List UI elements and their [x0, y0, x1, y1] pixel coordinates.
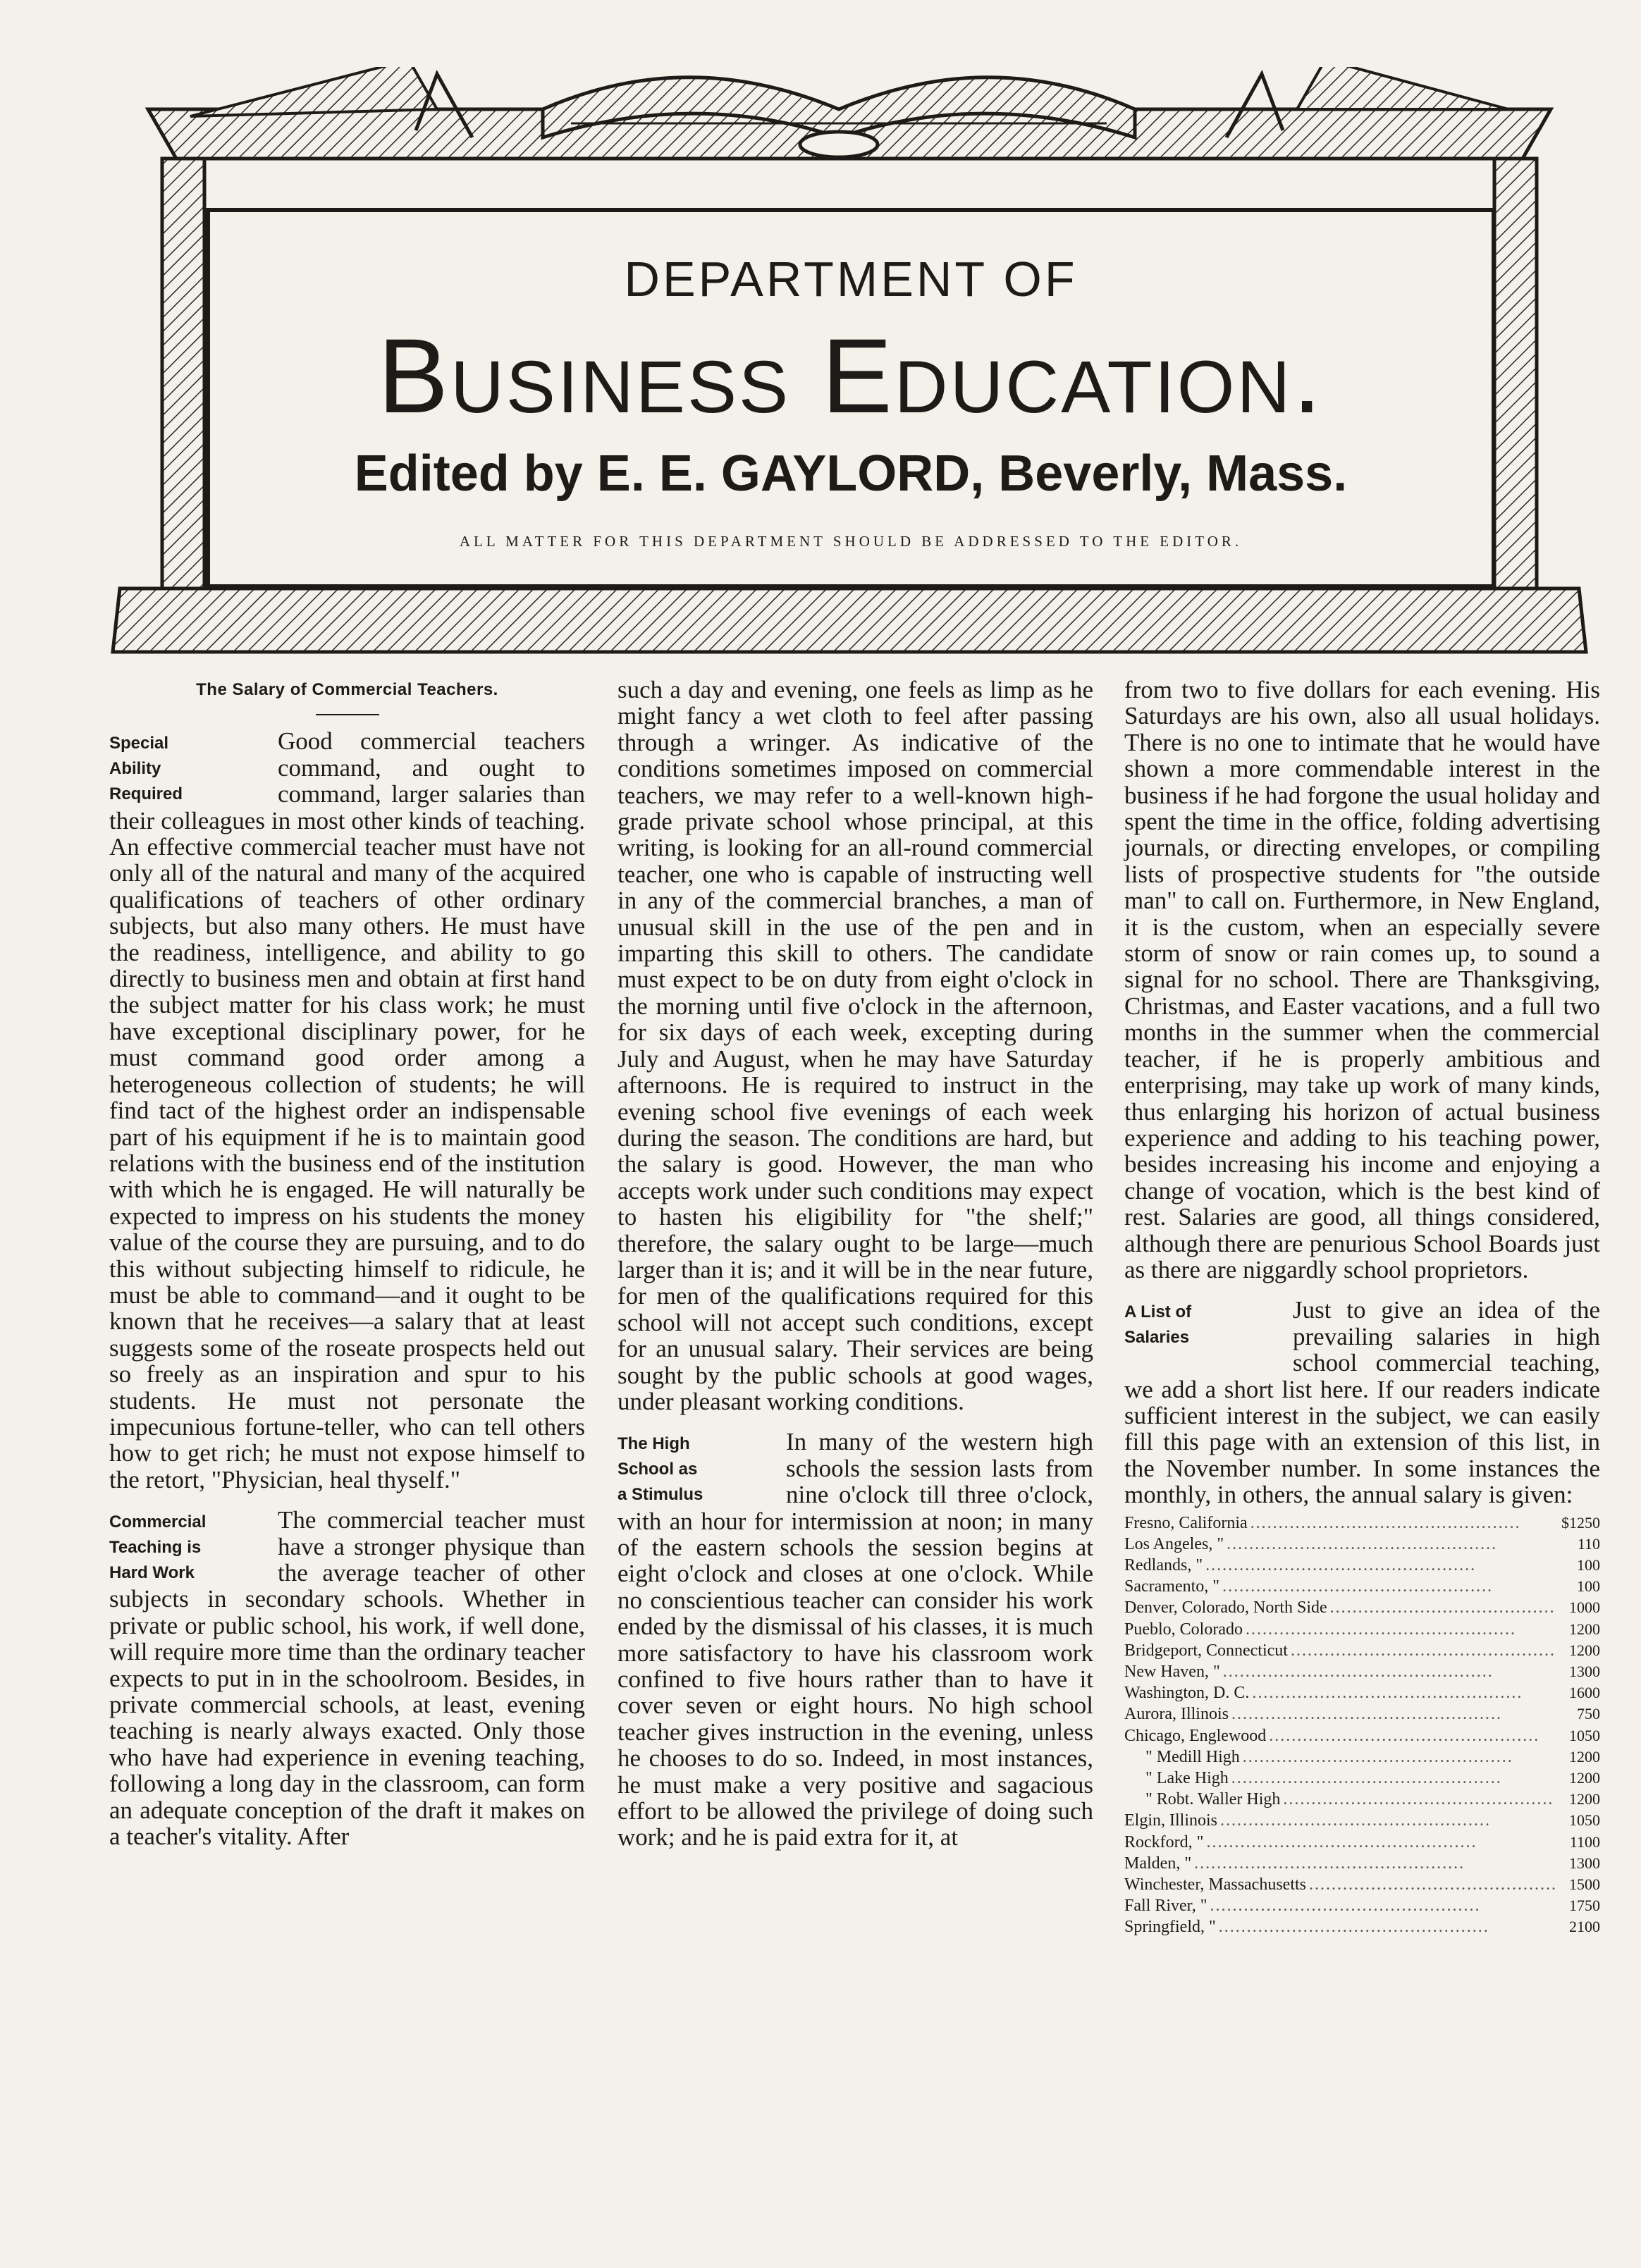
salary-amount: 1200 [1569, 1620, 1600, 1638]
salary-row [1124, 1576, 1600, 1597]
section-1-text: Good commercial teachers command, and ought to command, larger salaries than their colleagues in most other kinds of teaching. An effective commercial teacher must have not only all of the natural and many of the acquired qualifications of teachers of other ordinary subjects, but also many others. He must have the readiness, intelligence, and ability to go directly to business men and obtain at first hand the subject matter for his class work; he must have exceptional disciplinary power, for he must command good order among a heterogeneous collection of students; he will find tact of the highest order an indispensable part of his equipment if he is to maintain good relations with the business end of the institution with which he is engaged. He will naturally be expected to impress on his students the money value of the course they are pursuing, and to do this without subjecting himself to ridicule, he must be able to command—and it ought to be known that he receives—a salary that at least suggests some of the roseate prospects held out so freely as an inspiration and spur to his students. He must not personate the impecunious fortune-teller, who can tell others how to get rich; he must not expose himself to the retort, "Physician, heal thyself." [109, 727, 585, 1493]
leader-dots [1231, 1768, 1555, 1789]
salary-amount: 1200 [1569, 1641, 1600, 1659]
salary-place: Los Angeles, " [1124, 1534, 1224, 1553]
salary-amount: 1050 [1569, 1811, 1600, 1830]
sidehead-high-school: The High School as a Stimulus [617, 1434, 703, 1505]
salary-row [1124, 1703, 1600, 1725]
salary-place: Redlands, " [1124, 1556, 1203, 1574]
leader-dots [1223, 1662, 1555, 1682]
text-column-3 [1124, 677, 1600, 1938]
section-3-text-part2: from two to five dollars for each evening. His Saturdays are his own, also all usual holidays. There is no one to intimate that he would have shown a more commendable interest in the business if he had forgone the usual holiday and spent the time in the office, folding advertising journals, or directing envelopes, or compiling lists of prospective students for "the outside man" to call on. Furthermore, in New England, it is the custom, when an especially severe storm of snow or rain comes up, to sound a signal for no school. There are Thanksgiving, Christmas, and Easter vacations, and a full two months in the summer when the commercial teacher, if he is properly ambitious and enterprising, may take up work of many kinds, thus enlarging his horizon of actual business experience and adding to his teaching power, besides increasing his income and enjoying a change of vocation, which is the best kind of rest. Salaries are good, all things considered, although there are penurious School Boards just as there are niggardly school proprietors. [1124, 676, 1600, 1283]
salary-amount: 1200 [1569, 1790, 1600, 1808]
left-quill-ornament [190, 67, 437, 116]
salary-amount: 1200 [1569, 1747, 1600, 1765]
salary-place: Denver, Colorado, North Side [1124, 1598, 1327, 1617]
salary-place: Rockford, " [1124, 1832, 1204, 1851]
leader-dots [1206, 1832, 1555, 1853]
leader-dots [1210, 1896, 1556, 1916]
salary-row [1124, 1874, 1600, 1895]
salary-amount: 1300 [1569, 1663, 1600, 1681]
salary-row [1124, 1810, 1600, 1831]
leader-dots [1243, 1747, 1555, 1768]
leader-dots [1220, 1811, 1555, 1831]
leader-dots [1205, 1555, 1555, 1576]
leader-dots [1250, 1513, 1555, 1534]
salary-place: Fresno, California [1124, 1513, 1248, 1532]
salary-table [1124, 1512, 1600, 1938]
salary-row [1124, 1682, 1600, 1703]
section-3-continued [1124, 677, 1600, 1283]
salary-place: Malden, " [1124, 1854, 1192, 1873]
salary-amount: 750 [1577, 1705, 1600, 1723]
section-2-continued [617, 677, 1093, 1415]
section-3-text-part1: In many of the western high schools the session lasts from nine o'clock till three o'clock, with an hour for intermission at noon; in many of the eastern schools the session begins at eight o'clock and closes at one o'clock. While no conscientious teacher can consider his work ended by the dismissal of his classes, it is much more satisfactory to have his classroom work confined to five hours rather than to have it cover seven or eight hours. No high school teacher gives instruction in the evening, unless he chooses to do so. Indeed, in most instances, he must make a very positive and sagacious effort to be allowed the privilege of doing such work; and he is paid extra for it, at [617, 1428, 1093, 1851]
article-title: The Salary of Commercial Teachers. [196, 680, 498, 699]
salary-row [1124, 1853, 1600, 1874]
leader-dots [1269, 1726, 1555, 1746]
salary-place: Fall River, " [1124, 1897, 1207, 1916]
leader-dots [1330, 1598, 1555, 1618]
salary-row [1124, 1789, 1600, 1810]
section-2-text-part1: The commercial teacher must have a stronger physique than the average teacher of other subjects in secondary schools. Whether in private or public school, his work, if well done, will require more time than the ordinary teacher expects to put in in the schoolroom. Besides, in private commercial schools, at least, evening teaching is nearly always exacted. Only those who have had experience in evening teaching, following a long day in the classroom, can form an adequate conception of the draft it makes on a teacher's vitality. After [109, 1506, 585, 1851]
divider [316, 714, 379, 715]
leader-dots [1309, 1875, 1555, 1895]
salary-place: " Medill High [1145, 1747, 1240, 1766]
section-1 [109, 728, 585, 1493]
page-title: Business Education. [378, 316, 1324, 435]
salary-place: Bridgeport, Connecticut [1124, 1641, 1288, 1660]
salary-place: Winchester, Massachusetts [1124, 1875, 1306, 1894]
matter-note: ALL MATTER FOR THIS DEPARTMENT SHOULD BE ADDRESSED TO THE EDITOR. [459, 533, 1243, 550]
salary-place: " Robt. Waller High [1145, 1790, 1281, 1809]
salary-amount: 1300 [1569, 1854, 1600, 1872]
leader-dots [1291, 1641, 1555, 1661]
salary-place: Pueblo, Colorado [1124, 1620, 1243, 1639]
salary-row [1124, 1768, 1600, 1789]
salary-amount: 1500 [1569, 1875, 1600, 1894]
salary-amount: 1600 [1569, 1684, 1600, 1702]
section-2-text-part2: such a day and evening, one feels as limp as he might fancy a wet cloth to feel after passing through a wringer. As indicative of the conditions sometimes imposed on commercial teachers, we may refer to a well-known high-grade private school whose principal, at this writing, is looking for an all-round commercial teacher, one who is capable of instructing well in any of the commercial branches, a man of unusual skill in the use of the pen and in imparting this skill to others. The candidate must expect to be on duty from eight o'clock in the morning until five o'clock in the afternoon, for six days of each week, excepting during July and August, when he may have Saturday afternoons. He is required to instruct in the evening school five evenings of each week during the season. The conditions are hard, but the salary is good. However, the man who accepts work under such conditions may expect to hasten his eligibility for "the shelf;" therefore, the salary ought to be large—much larger than it is; and it will be in the near future, for men of the qualifications required for this school will not accept such conditions, except for an unusual salary. Their services are being sought by the public schools at good wages, under pleasant working conditions. [617, 676, 1093, 1415]
leader-dots [1222, 1577, 1555, 1597]
section-3 [617, 1429, 1093, 1851]
salary-row [1124, 1832, 1600, 1853]
salary-place: New Haven, " [1124, 1663, 1220, 1682]
section-2 [109, 1507, 585, 1849]
department-label: DEPARTMENT OF [624, 252, 1078, 307]
salary-place: Washington, D. C. [1124, 1684, 1250, 1703]
salary-row [1124, 1725, 1600, 1746]
sidehead-commercial-teaching: Commercial Teaching is Hard Work [109, 1512, 207, 1583]
salary-amount: 1100 [1569, 1832, 1600, 1851]
salary-place: Springfield, " [1124, 1918, 1216, 1937]
salary-place: " Lake High [1145, 1769, 1229, 1788]
right-quill-ornament [1297, 67, 1508, 109]
salary-amount: 2100 [1569, 1918, 1600, 1936]
salary-row [1124, 1555, 1600, 1576]
salary-row [1124, 1619, 1600, 1640]
text-column-1 [109, 677, 585, 1849]
salary-place: Aurora, Illinois [1124, 1705, 1229, 1724]
salary-row [1124, 1661, 1600, 1682]
text-column-2 [617, 677, 1093, 1851]
salary-place: Elgin, Illinois [1124, 1811, 1217, 1830]
salary-row [1124, 1895, 1600, 1916]
salary-amount: 100 [1577, 1577, 1600, 1596]
salary-place: Chicago, Englewood [1124, 1726, 1267, 1745]
section-4-text: Just to give an idea of the prevailing salaries in high school commercial teaching, we add a short list here. If our readers indicate sufficient interest in the subject, we can easily fill this page with an extension of this list, in the November number. In some instances the monthly, in others, the annual salary is given: [1124, 1296, 1600, 1509]
salary-amount: 1050 [1569, 1726, 1600, 1744]
salary-row [1124, 1512, 1600, 1534]
section-4 [1124, 1297, 1600, 1508]
leader-dots [1231, 1704, 1555, 1725]
salary-place: Sacramento, " [1124, 1577, 1220, 1596]
salary-row [1124, 1640, 1600, 1661]
salary-amount: 1750 [1569, 1897, 1600, 1915]
leader-dots [1227, 1534, 1555, 1555]
salary-row [1124, 1597, 1600, 1618]
header-title-box [206, 208, 1496, 588]
salary-amount: $1250 [1561, 1513, 1600, 1531]
salary-amount: 1000 [1569, 1598, 1600, 1617]
salary-row [1124, 1916, 1600, 1937]
leader-dots [1194, 1854, 1555, 1874]
salary-row [1124, 1746, 1600, 1768]
leader-dots [1252, 1683, 1555, 1703]
sidehead-list-of-salaries: A List of Salaries [1124, 1302, 1192, 1348]
editor-credit: Edited by E. E. GAYLORD, Beverly, Mass. [354, 445, 1348, 502]
leader-dots [1246, 1620, 1555, 1640]
salary-amount: 100 [1577, 1556, 1600, 1574]
leader-dots [1283, 1789, 1555, 1810]
salary-amount: 1200 [1569, 1769, 1600, 1787]
salary-amount: 110 [1577, 1534, 1600, 1553]
sidehead-special-ability: Special Ability Required [109, 734, 183, 804]
leader-dots [1219, 1917, 1555, 1937]
salary-row [1124, 1534, 1600, 1555]
